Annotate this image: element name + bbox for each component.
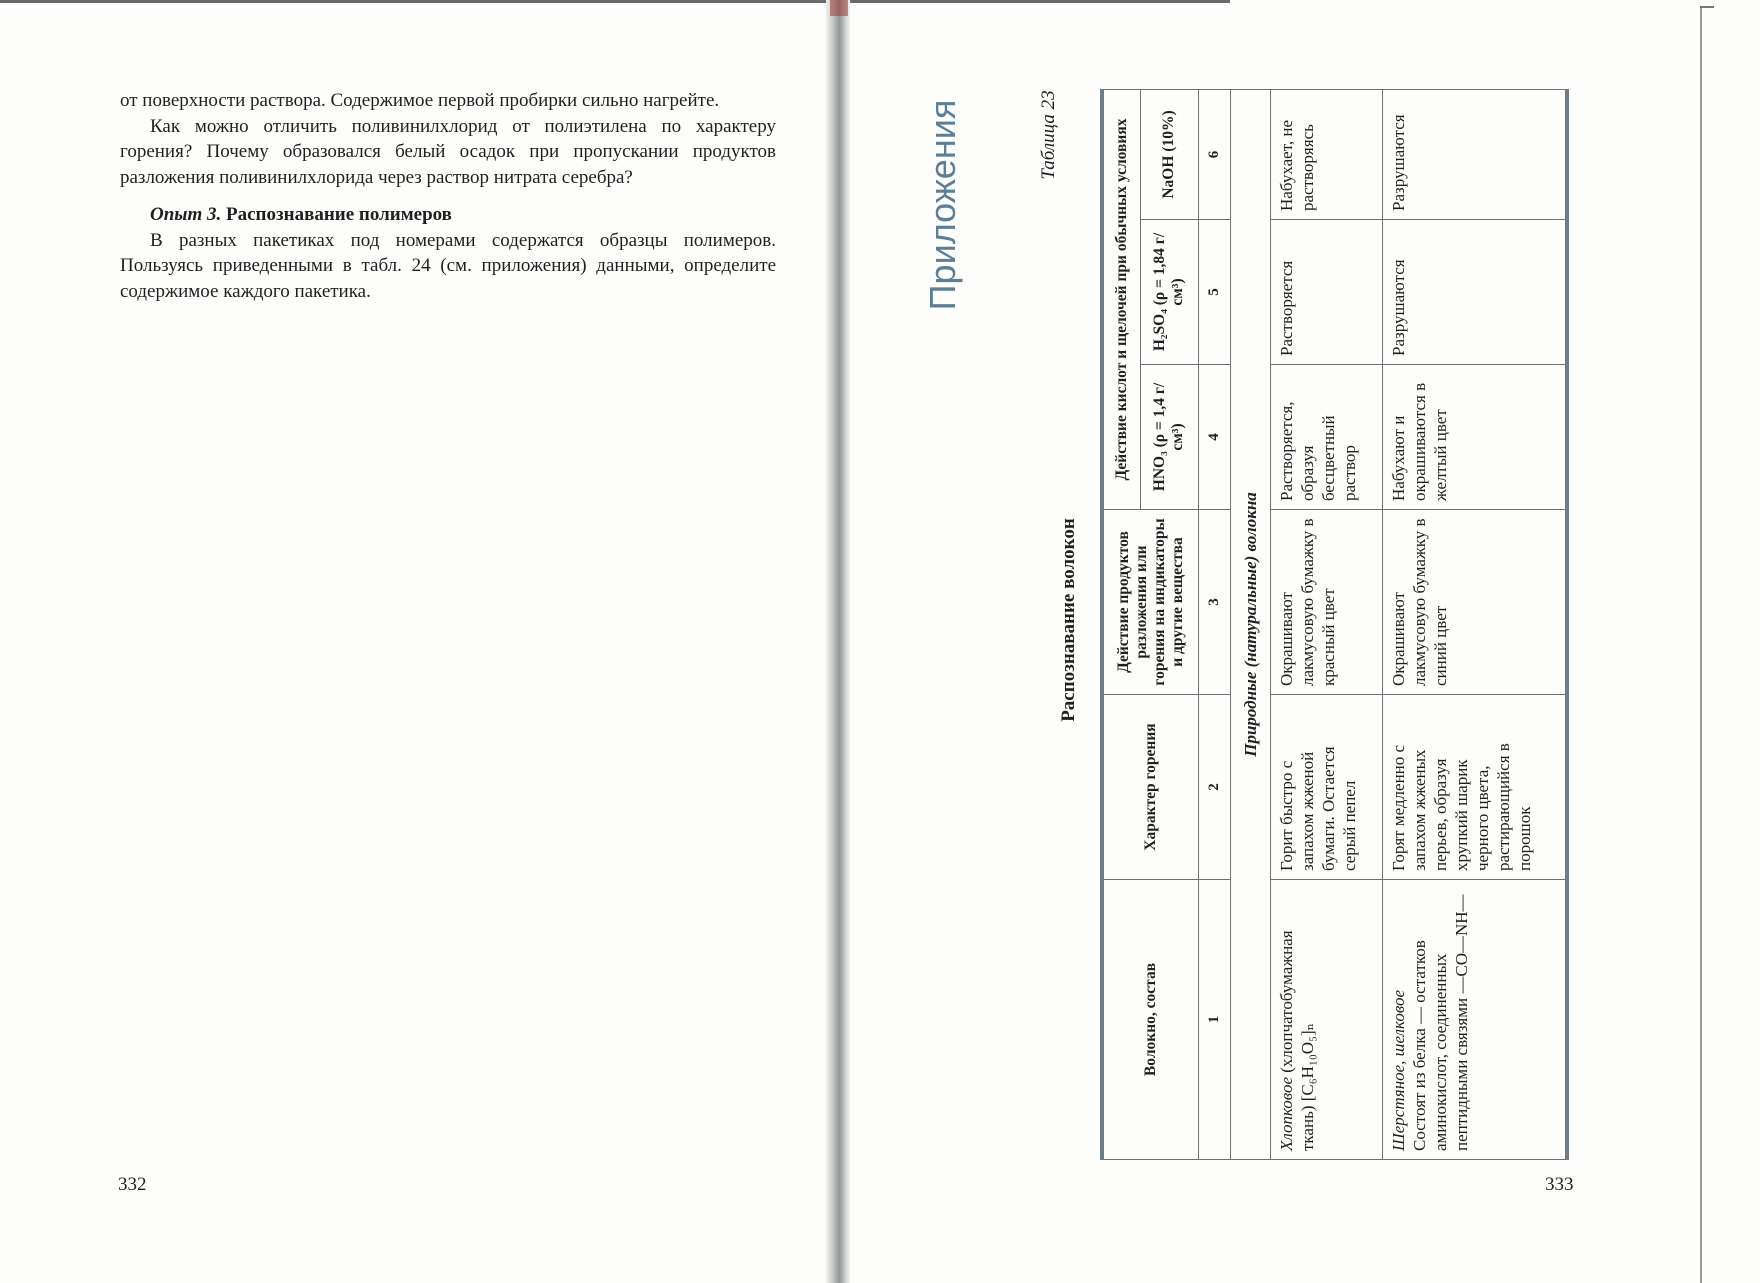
table-number: [1034, 90, 1064, 180]
paragraph-continuation: от поверхности раствора. Содержимое первой пробирки сильно нагрейте.: [120, 90, 720, 111]
table-row: [1270, 90, 1382, 1160]
header-h2so4: H₂SO₄ (ρ = 1,84 г/см³): [1140, 220, 1198, 365]
page-number-right: 333: [1545, 1174, 1574, 1195]
column-number: 4: [1198, 365, 1230, 510]
cell-burning: Горит быстро с запахом жженой бумаги. Остается серый пепел: [1270, 695, 1382, 880]
section-title-text: Приложения: [922, 99, 963, 311]
cell-h2so4: Разрушаются: [1382, 220, 1567, 365]
experiment-text: В разных пакетиках под номерами содержатся образцы полимеров. Пользуясь приведенными в табл. 24 (см. приложения) данными, определите содержимое каждого пакетика.: [120, 229, 776, 302]
experiment-heading: [120, 202, 776, 228]
column-number: 1: [1198, 880, 1230, 1160]
fiber-desc: Состоят из белка — остатков аминокислот, соединенных пептидными связями —CO—NH—: [1409, 894, 1471, 1151]
cell-products: Окрашивают лакмусовую бумажку в синий цвет: [1382, 510, 1567, 695]
cell-naoh: Набухает, не растворяясь: [1270, 90, 1382, 220]
cell-hno3: Набухают и окрашиваются в желтый цвет: [1382, 365, 1567, 510]
section-natural-fibers: Природные (натуральные) волокна: [1230, 90, 1270, 1160]
left-page-text: [120, 88, 776, 304]
cell-naoh: Разрушаются: [1382, 90, 1567, 220]
cell-products: Окрашивают лакмусовую бумажку в красный цвет: [1270, 510, 1382, 695]
paragraph-question: Как можно отличить поливинилхлорид от полиэтилена по характеру горения? Почему образовался белый осадок при пропускании продуктов разложения поливинилхлорида через раствор нитрата серебра?: [120, 115, 776, 188]
table-title: [1052, 520, 1086, 720]
fiber-name: Хлопковое: [1276, 1076, 1296, 1151]
header-burning: Характер горения: [1102, 695, 1198, 880]
page-top-edge: [0, 0, 1230, 3]
experiment-label: Опыт 3.: [150, 204, 222, 225]
fiber-name: Шерстяное, шелковое: [1388, 989, 1408, 1151]
cell-fiber: [1270, 880, 1382, 1160]
fiber-table-rotated: [1100, 90, 1565, 1160]
cell-fiber: [1382, 880, 1567, 1160]
fiber-desc: (хлопчатобумажная ткань) [C₆H₁₀O₅]ₙ: [1276, 930, 1317, 1151]
page-number-left: 332: [118, 1174, 147, 1195]
header-naoh: NaOH (10%): [1140, 90, 1198, 220]
gutter-bookmark: [830, 0, 848, 16]
section-title: [918, 90, 968, 320]
header-hno3: HNO₃ (ρ = 1,4 г/см³): [1140, 365, 1198, 510]
column-number: 5: [1198, 220, 1230, 365]
header-products: Действие продуктов разложения или горения на индикаторы и другие вещества: [1102, 510, 1198, 695]
table-header-row: [1102, 90, 1140, 1160]
table-number-text: Таблица 23: [1038, 90, 1059, 180]
book-gutter: [826, 0, 850, 1283]
cell-burning: Горят медленно с запахом жженых перьев, образуя хрупкий шарик черного цвета, растирающийся в порошок: [1382, 695, 1567, 880]
column-number: 3: [1198, 510, 1230, 695]
fiber-recognition-table: [1100, 89, 1569, 1160]
page-right-edge-cap: [1700, 6, 1714, 8]
column-number: 2: [1198, 695, 1230, 880]
page-right-edge: [1700, 6, 1702, 1283]
section-row: [1230, 90, 1270, 1160]
column-number: 6: [1198, 90, 1230, 220]
header-acid-alkali: Действие кислот и щелочей при обычных условиях: [1102, 90, 1140, 510]
column-number-row: [1198, 90, 1230, 1160]
experiment-title: Распознавание полимеров: [226, 204, 452, 225]
table-title-text: Распознавание волокон: [1058, 518, 1079, 722]
cell-h2so4: Растворяется: [1270, 220, 1382, 365]
header-fiber: Волокно, состав: [1102, 880, 1198, 1160]
cell-hno3: Растворяется, образуя бесцветный раствор: [1270, 365, 1382, 510]
table-row: [1382, 90, 1567, 1160]
